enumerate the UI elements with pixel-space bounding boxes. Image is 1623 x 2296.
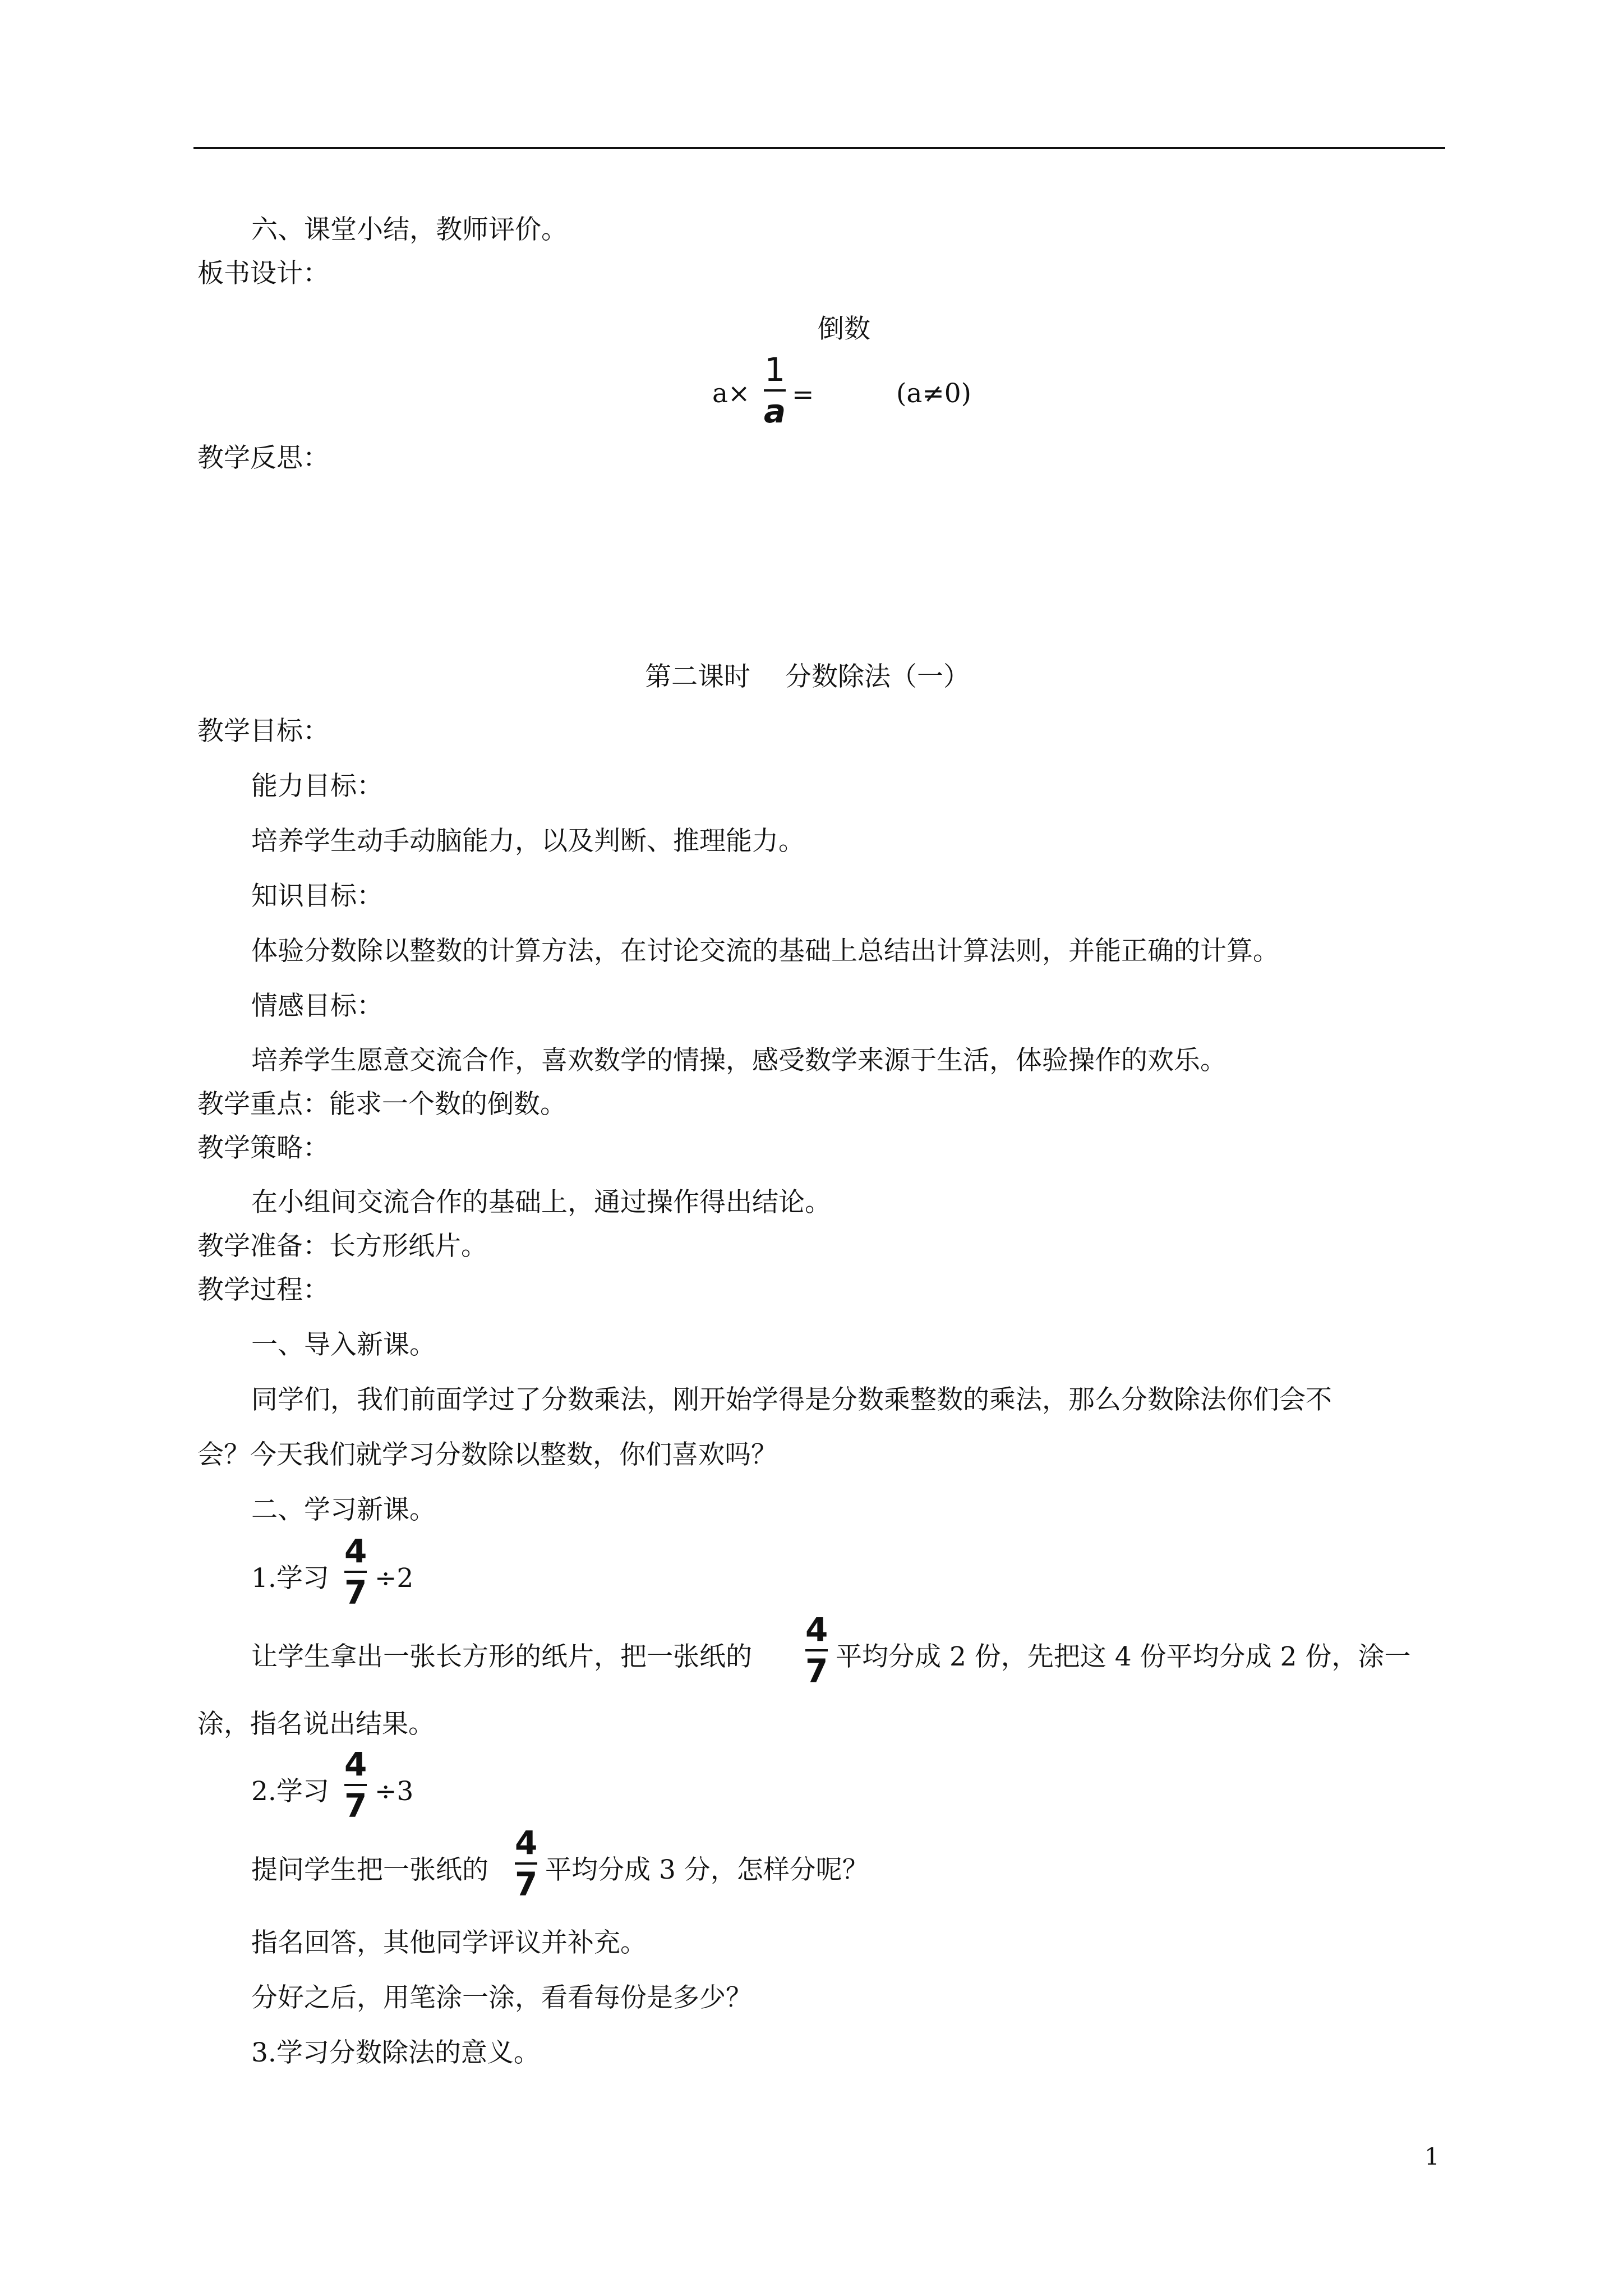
page-number: 1 [1424, 2143, 1440, 2170]
header-rule [193, 147, 1445, 149]
intro-text-1: 同学们，我们前面学过了分数乘法，刚开始学得是分数乘整数的乘法，那么分数除法你们会不 [251, 1384, 1332, 1415]
step1-text-b: 平均分成 2 份，先把这 4 份平均分成 2 份，涂一 [836, 1641, 1411, 1672]
formula-fraction [764, 351, 786, 430]
answer-instruction: 指名回答，其他同学评议并补充。 [251, 1927, 647, 1958]
fraction-bar [344, 1784, 367, 1786]
preparation: 教学准备：长方形纸片。 [197, 1231, 487, 1262]
step2-prefix: 2.学习 [251, 1776, 329, 1807]
strategy-label: 教学策略： [197, 1133, 329, 1163]
fraction-bar [344, 1571, 367, 1573]
fraction-numerator: 4 [515, 1824, 538, 1862]
fraction-bar [515, 1862, 537, 1865]
step1-text-fraction [805, 1611, 828, 1690]
coloring-instruction: 分好之后，用笔涂一涂，看看每份是多少？ [251, 1982, 752, 2013]
lesson-title: 第二课时 分数除法（一） [645, 661, 970, 692]
step2-text-b: 平均分成 3 分，怎样分呢？ [545, 1855, 869, 1885]
formula-a-times: a× [712, 378, 750, 409]
process-label: 教学过程： [197, 1274, 329, 1305]
board-design-label: 板书设计： [197, 258, 329, 289]
step2-fraction [344, 1745, 367, 1825]
step1-suffix: ÷2 [375, 1563, 414, 1594]
fraction-denominator: 7 [515, 1865, 538, 1903]
step1-prefix: 1.学习 [251, 1563, 329, 1594]
emotion-goal-label: 情感目标： [251, 991, 383, 1022]
fraction-denominator: a [764, 392, 786, 430]
formula-equals: = [792, 379, 814, 410]
fraction-denominator: 7 [805, 1652, 828, 1690]
step1-text-a: 让学生拿出一张长方形的纸片，把一张纸的 [251, 1641, 752, 1672]
board-title: 倒数 [818, 314, 870, 344]
new-lesson-heading: 二、学习新课。 [251, 1494, 436, 1525]
fraction-denominator: 7 [344, 1787, 367, 1825]
formula-condition: (a≠0) [896, 378, 971, 409]
intro-heading: 一、导入新课。 [251, 1329, 436, 1360]
fraction-numerator: 1 [764, 351, 786, 389]
step2-text-fraction [515, 1826, 537, 1901]
step2-suffix: ÷3 [375, 1776, 414, 1807]
knowledge-goal-label: 知识目标： [251, 881, 383, 912]
strategy-text: 在小组间交流合作的基础上，通过操作得出结论。 [251, 1187, 831, 1218]
objectives-label: 教学目标： [197, 716, 329, 747]
key-point: 教学重点：能求一个数的倒数。 [197, 1089, 566, 1120]
step2-text-a: 提问学生把一张纸的 [251, 1855, 488, 1885]
intro-text-2: 会？今天我们就学习分数除以整数，你们喜欢吗？ [197, 1439, 777, 1470]
fraction-numerator: 4 [344, 1532, 367, 1570]
fraction-bar [805, 1649, 828, 1651]
fraction-numerator: 4 [344, 1745, 367, 1783]
fraction-numerator: 4 [805, 1611, 828, 1649]
step3-heading: 3.学习分数除法的意义。 [251, 2037, 540, 2068]
fraction-bar [764, 389, 786, 392]
step1-text-c: 涂，指名说出结果。 [197, 1709, 435, 1740]
ability-goal-label: 能力目标： [251, 771, 383, 802]
step1-fraction [344, 1532, 367, 1612]
ability-goal-text: 培养学生动手动脑能力，以及判断、推理能力。 [251, 826, 805, 857]
reflection-label: 教学反思： [197, 443, 329, 473]
knowledge-goal-text: 体验分数除以整数的计算方法，在讨论交流的基础上总结出计算法则，并能正确的计算。 [251, 936, 1279, 967]
summary-heading: 六、课堂小结，教师评价。 [251, 214, 568, 245]
fraction-denominator: 7 [344, 1573, 367, 1612]
emotion-goal-text: 培养学生愿意交流合作，喜欢数学的情操，感受数学来源于生活，体验操作的欢乐。 [251, 1045, 1227, 1076]
